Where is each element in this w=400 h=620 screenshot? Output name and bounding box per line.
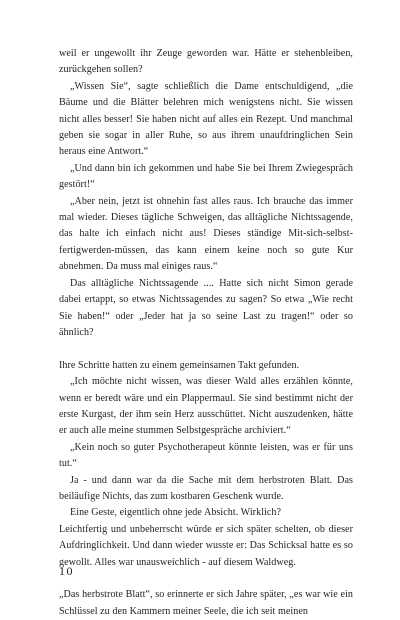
- paragraph: Eine Geste, eigentlich ohne jede Absicht. Wirklich?: [70, 507, 282, 519]
- paragraph: „Kein noch so guter Psychotherapeut könnte leisten, was er für uns tut.“: [59, 441, 353, 470]
- paragraph: „Aber nein, jetzt ist ohnehin fast alles raus. Ich brauche das immer mal wieder. Dieses tägliche Schweigen, das alltägliche Nichtssagende, das halte ich einfach nicht aus! Dieses ständige Mit-sich-selbst-fertigwerden-müssen, das kann einem keine noch so gute Kur abnehmen. Da muss mal einiges raus.“: [59, 195, 353, 273]
- paragraph: Leichtfertig und unbeherrscht würde er sich später schelten, ob dieser Aufdringlichkeit. Und dann wieder wusste er: Das Schicksal hatte es so gewollt. Alles war unausweichlich - auf diesem Waldweg.: [59, 523, 353, 568]
- paragraph: „Das herbstrote Blatt“, so erinnerte er sich Jahre später, „es war wie ein Schlüssel zu den Kammern meiner Seele, die ich seit meinen: [59, 589, 353, 617]
- paragraph: „Und dann bin ich gekommen und habe Sie bei Ihrem Zwiegespräch gestört!“: [59, 162, 353, 191]
- paragraph: „Wissen Sie“, sagte schließlich die Dame entschuldigend, „die Bäume und die Blätter belehren mich wenigstens nicht. Sie wissen nicht alles besser! Sie haben nicht auf alles ein Rezept. Und manchmal geben sie sogar in aller Ruhe, so aus ihrem unaufdringlichen Sein heraus eine Antwort.“: [59, 80, 353, 158]
- paragraph: weil er ungewollt ihr Zeuge geworden war. Hätte er stehenbleiben, zurückgehen sollen?: [59, 48, 353, 76]
- paragraph: Ja - und dann war da die Sache mit dem herbstroten Blatt. Das beiläufige Nichts, das zum kostbaren Geschenk wurde.: [59, 474, 353, 502]
- paragraph: „Ich möchte nicht wissen, was dieser Wald alles erzählen könnte, wenn er beredt wäre und ein Plappermaul. Sie sind bestimmt nicht der erste Kurgast, der ihm sein Herz ausschüttet. Nicht auszudenken, hätte er auch alle meine stummen Selbstgespräche archiviert.“: [59, 376, 353, 437]
- body-text: [59, 46, 353, 620]
- paragraph: Ihre Schritte hatten zu einem gemeinsamen Takt gefunden.: [59, 359, 300, 371]
- paragraph: Das alltägliche Nichtssagende .... Hatte sich nicht Simon gerade dabei ertappt, so etwas Nichtssagendes zu sagen? So etwa „Wie recht Sie haben!“ oder „Jeder hat ja so seine Last zu tragen!“ oder so ähnlich?: [59, 277, 353, 338]
- page-number: 10: [59, 564, 74, 578]
